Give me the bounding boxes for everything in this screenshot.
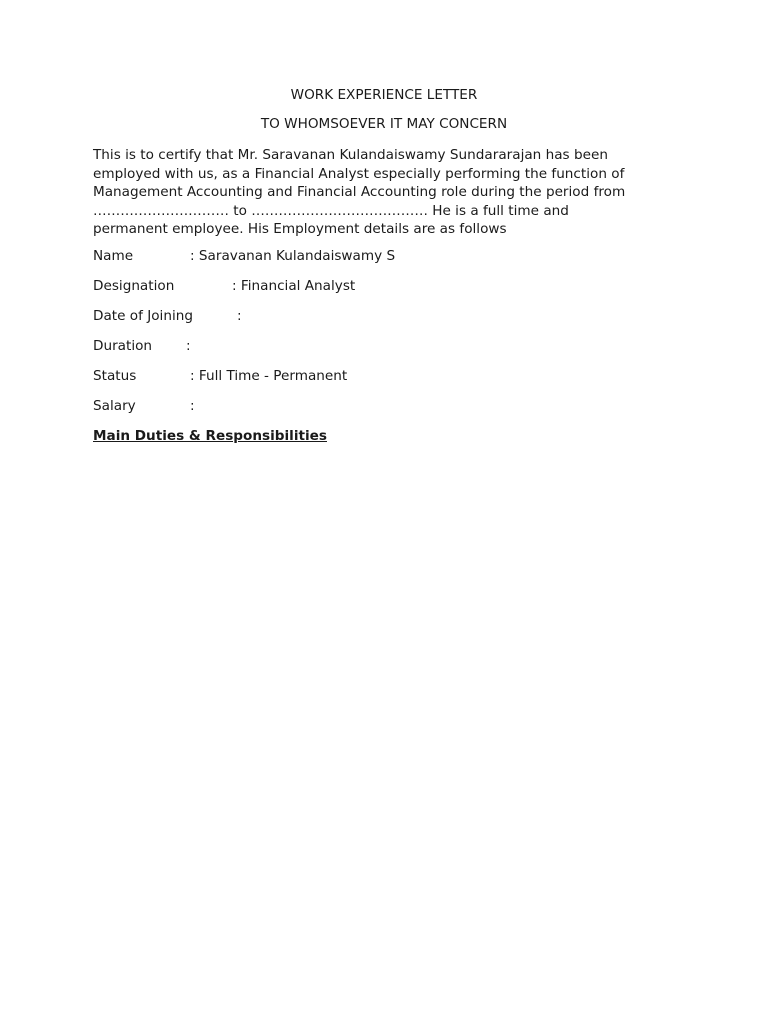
field-status: [93, 368, 348, 384]
field-label: Duration: [93, 338, 153, 354]
field-value: :: [186, 338, 191, 354]
letter-subtitle: TO WHOMSOEVER IT MAY CONCERN: [260, 116, 508, 132]
paragraph-line: employed with us, as a Financial Analyst especially performing the function of: [93, 165, 625, 182]
field-salary: [93, 398, 195, 414]
field-value: : Full Time - Permanent: [190, 368, 348, 384]
field-value: :: [190, 398, 195, 414]
field-label: Date of Joining: [93, 308, 193, 324]
paragraph-line: permanent employee. His Employment details are as follows: [93, 221, 507, 237]
duties-heading: Main Duties & Responsibilities: [93, 428, 327, 444]
paragraph-line: ………………………… to ………………………………… He is a full time and: [93, 202, 569, 219]
letter-title: WORK EXPERIENCE LETTER: [290, 87, 478, 103]
field-value: : Saravanan Kulandaiswamy S: [190, 248, 396, 264]
field-date-of-joining: [93, 308, 242, 324]
certification-paragraph: [93, 146, 673, 239]
field-label: Status: [93, 368, 137, 384]
field-duration: [93, 338, 191, 354]
paragraph-line: This is to certify that Mr. Saravanan Kulandaiswamy Sundararajan has been: [93, 147, 608, 163]
field-label: Salary: [93, 398, 136, 414]
field-name: [93, 248, 396, 264]
field-value: : Financial Analyst: [232, 278, 356, 294]
field-value: :: [237, 308, 242, 324]
paragraph-line: Management Accounting and Financial Accounting role during the period from: [93, 184, 626, 200]
field-label: Name: [93, 248, 134, 264]
field-label: Designation: [93, 278, 175, 294]
field-designation: [93, 278, 356, 294]
